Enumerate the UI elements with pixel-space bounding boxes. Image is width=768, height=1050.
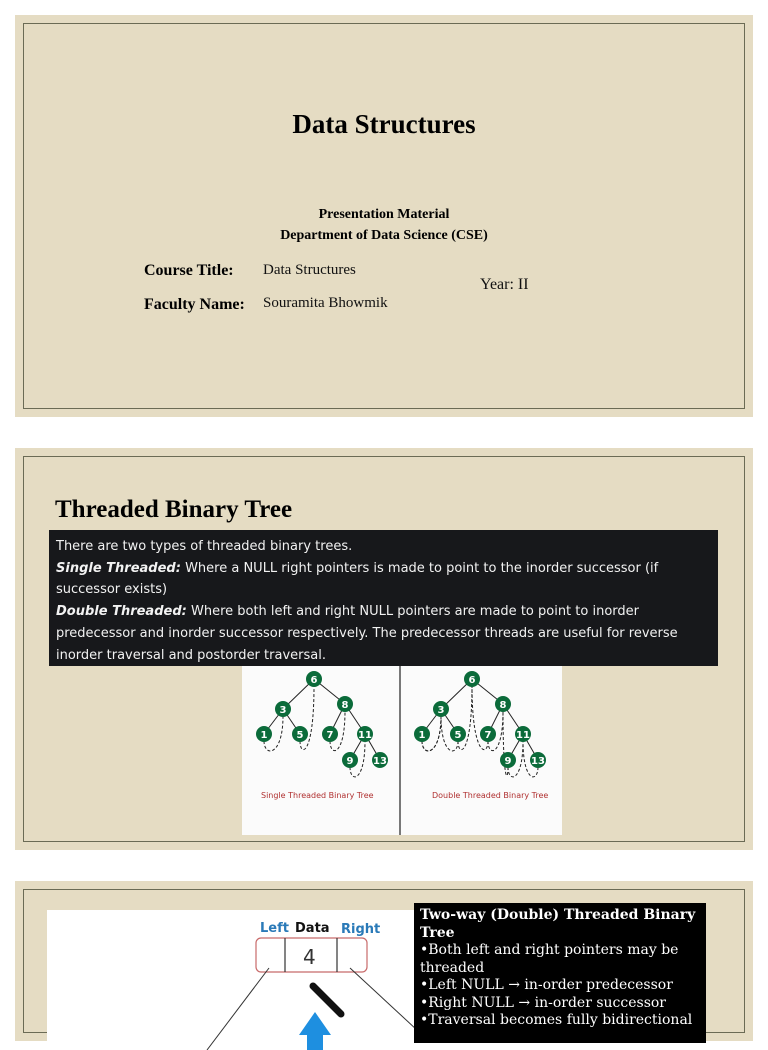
double-threaded-term: Double Threaded: <box>56 604 187 620</box>
tree-node-label: 11 <box>358 730 372 741</box>
double-threaded-caption: Double Threaded Binary Tree <box>432 791 549 800</box>
node-structure-image <box>47 910 417 1050</box>
bullet-item: •Left NULL → in-order predecessor <box>420 977 673 993</box>
course-title-value: Data Structures <box>263 262 356 278</box>
right-pointer-line <box>350 968 417 1030</box>
single-threaded-paragraph <box>56 558 711 601</box>
node-value: 4 <box>303 945 316 969</box>
box-title: Two-way (Double) Threaded Binary Tree <box>420 907 696 941</box>
double-threaded-text: Where both left and right NULL pointers are made to point to inorder predecessor and inorder successor respectively. The predecessor threads are useful for reverse inorder traversal and postorder traversal. <box>56 604 678 663</box>
single-threaded-term: Single Threaded: <box>56 560 181 576</box>
tree-diagram-svg <box>242 666 562 835</box>
bullet-item: •Traversal becomes fully bidirectional <box>420 1012 693 1028</box>
course-title-label: Course Title: <box>144 262 234 279</box>
tree-node-label: 5 <box>296 730 304 741</box>
data-field-label: Data <box>295 921 330 936</box>
intro-text: There are two types of threaded binary trees. <box>56 539 353 554</box>
left-field-label: Left <box>260 921 289 936</box>
threaded-tree-diagram <box>242 666 562 835</box>
tree-node-label: 9 <box>346 756 354 767</box>
single-threaded-caption: Single Threaded Binary Tree <box>261 791 374 800</box>
tree-node-label: 13 <box>373 756 387 767</box>
tree-node-label: 1 <box>260 730 268 741</box>
tree-node-label: 11 <box>516 730 530 741</box>
arrow-shaft <box>313 986 341 1014</box>
subtitle-line-1: Presentation Material <box>318 207 450 222</box>
tree-node-label: 5 <box>454 730 462 741</box>
definition-box <box>414 903 706 1043</box>
tree-node-label: 6 <box>310 675 318 686</box>
threaded-binary-tree-slide <box>15 448 753 850</box>
tree-node-label: 7 <box>326 730 334 741</box>
tree-node-label: 9 <box>504 756 512 767</box>
two-way-threaded-slide <box>15 881 753 1041</box>
slide-heading: Threaded Binary Tree <box>55 496 293 523</box>
presentation-title: Data Structures <box>292 109 476 139</box>
year-text: Year: II <box>480 276 529 293</box>
tree-node-label: 3 <box>279 705 287 716</box>
tree-node-label: 13 <box>531 756 545 767</box>
faculty-name-value: Souramita Bhowmik <box>263 295 388 311</box>
tree-node-label: 7 <box>484 730 492 741</box>
arrow-up-icon <box>299 1012 331 1050</box>
subtitle-line-2: Department of Data Science (CSE) <box>280 228 488 243</box>
right-field-label: Right <box>341 922 381 937</box>
tree-node-label: 8 <box>499 700 507 711</box>
tree-node-label: 8 <box>341 700 349 711</box>
single-threaded-text: Where a NULL right pointers is made to point to the inorder successor (if successor exists) <box>56 560 659 598</box>
bullet-item: •Right NULL → in-order successor <box>420 994 666 1011</box>
faculty-name-label: Faculty Name: <box>144 296 245 313</box>
definition-box <box>49 530 718 666</box>
left-pointer-line <box>207 968 269 1050</box>
node-structure-svg <box>47 910 417 1050</box>
double-threaded-paragraph <box>56 601 711 666</box>
title-slide <box>15 15 753 417</box>
tree-node-label: 3 <box>437 705 445 716</box>
tree-node-label: 6 <box>468 675 476 686</box>
tree-node-label: 1 <box>418 730 426 741</box>
bullet-item: •Both left and right pointers may be threaded <box>420 942 679 976</box>
